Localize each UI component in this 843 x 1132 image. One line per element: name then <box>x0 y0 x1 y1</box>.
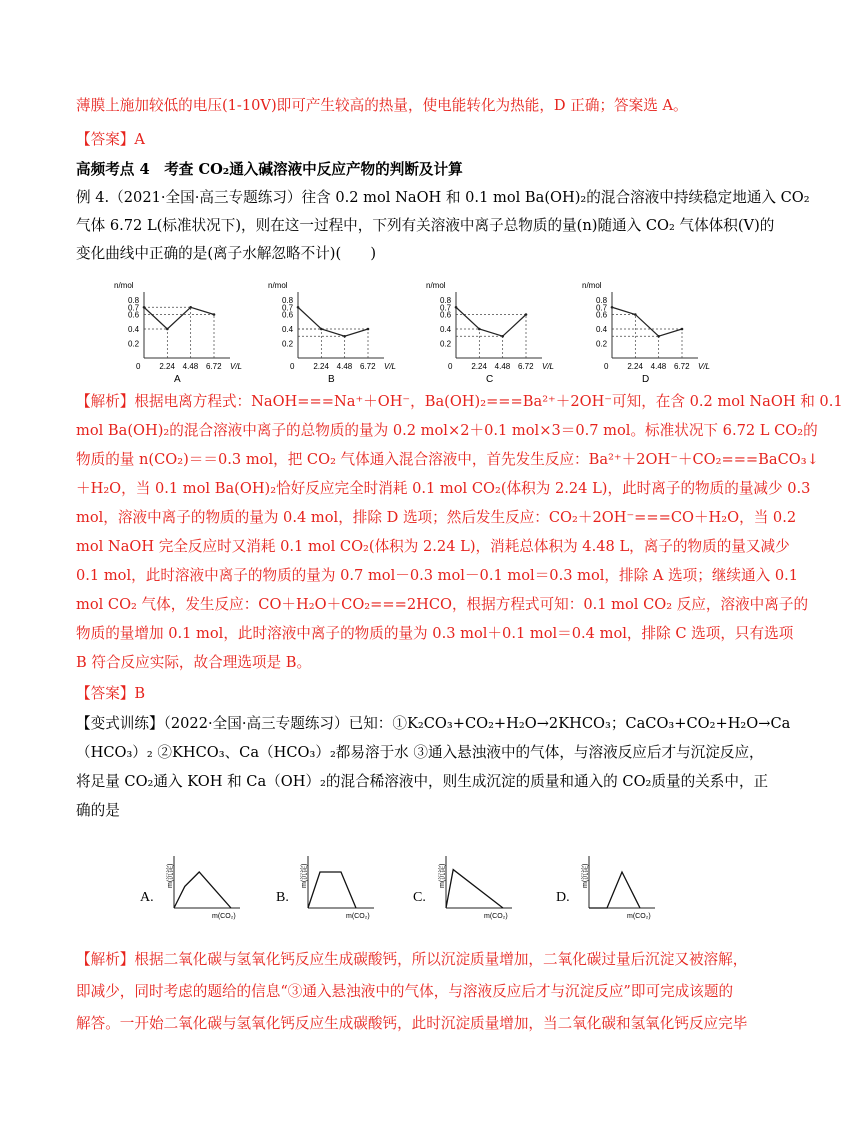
analysis-line-8: mol CO₂ 气体，发生反应：CO＋H₂O＋CO₂===2HCO，根据方程式可知：0.1 mol CO₂ 反应，溶液中离子的 <box>76 596 809 613</box>
x-tick-label: 4.48 <box>336 362 353 371</box>
y-tick-label: 0.4 <box>440 325 452 334</box>
mini-chart-d <box>575 850 665 922</box>
analysis-line-1: 【解析】根据电离方程式：NaOH===Na⁺＋OH⁻，Ba(OH)₂===Ba²⁺＋2OH⁻可知，在含 0.2 mol NaOH 和 0.1 <box>76 393 843 410</box>
y-tick-label: 0.8 <box>128 296 140 305</box>
analysis-line-10: B 符合反应实际，故合理选项是 B。 <box>76 654 312 671</box>
chart-b <box>262 280 397 385</box>
y-tick-label: 0.6 <box>128 310 140 320</box>
x-tick-label: 6.72 <box>518 362 534 371</box>
x-tick-label: 4.48 <box>650 362 667 371</box>
variant-analysis-line-1: 【解析】根据二氧化碳与氢氧化钙反应生成碳酸钙，所以沉淀质量增加，二氧化碳过量后沉淀又被溶解， <box>76 951 748 968</box>
x-tick-label: 2.24 <box>159 362 175 371</box>
chart-c <box>420 280 555 385</box>
y-axis-label: m(沉淀) <box>301 863 308 888</box>
series-line <box>298 307 368 336</box>
y-axis-label: m(沉淀) <box>439 863 446 888</box>
explanation-end-line: 薄膜上施加较低的电压(1-10V)即可产生较高的热量，使电能转化为热能，D 正确；答案选 A。 <box>76 97 688 114</box>
chart-option-label: B <box>328 374 335 385</box>
variant-analysis-line-3: 解答。一开始二氧化碳与氢氧化钙反应生成碳酸钙，此时沉淀质量增加，当二氧化碳和氢氧化钙反应完毕 <box>76 1015 748 1032</box>
y-axis-label: m(沉淀) <box>167 863 174 888</box>
x-axis-label: V/L <box>384 362 397 371</box>
mini-chart-a <box>160 850 250 922</box>
section-heading <box>76 160 463 180</box>
analysis-line-3: 物质的量 n(CO₂)＝＝0.3 mol，把 CO₂ 气体通入混合溶液中，首先发生反应：Ba²⁺＋2OH⁻＋CO₂===BaCO₃↓ <box>76 451 819 468</box>
x-tick-label: 6.72 <box>360 362 376 371</box>
data-point <box>343 335 346 338</box>
analysis-line-6: mol NaOH 完全反应时又消耗 0.1 mol CO₂(体积为 2.24 L)，消耗总体积为 4.48 L，离子的物质的量又减少 <box>76 538 790 555</box>
data-point <box>213 313 216 316</box>
chart-option-label: D <box>642 374 650 385</box>
data-point <box>455 306 458 309</box>
x-tick-label: 0 <box>290 362 295 371</box>
option-c-label: C. <box>413 890 426 905</box>
x-tick-label: 0 <box>604 362 609 371</box>
y-axis-label: n/mol <box>268 281 288 290</box>
chart-d <box>576 280 711 385</box>
data-point <box>501 335 504 338</box>
x-tick-label: 2.24 <box>471 362 487 371</box>
y-tick-label: 0.8 <box>440 296 452 305</box>
precipitate-curve <box>308 872 356 908</box>
question-line-3: 变化曲线中正确的是(离子水解忽略不计)( ) <box>76 245 377 262</box>
variant-line-3: 将足量 CO₂通入 KOH 和 Ca（OH）₂的混合稀溶液中，则生成沉淀的质量和通入的 CO₂质量的关系中，正 <box>76 773 769 790</box>
y-tick-label: 0.6 <box>282 310 294 320</box>
y-axis-label: n/mol <box>114 281 134 290</box>
data-point <box>611 306 614 309</box>
data-point <box>166 328 169 331</box>
y-tick-label: 0.7 <box>440 303 452 313</box>
x-axis-label: m(CO₂) <box>346 913 370 920</box>
mini-chart-b <box>294 850 384 922</box>
data-point <box>657 335 660 338</box>
x-tick-label: 4.48 <box>494 362 511 371</box>
option-a-label: A. <box>140 890 154 905</box>
precipitate-curve <box>174 872 231 908</box>
variant-line-1: 【变式训练】（2022·全国·高三专题练习）已知：①K₂CO₃+CO₂+H₂O→2KHCO₃；CaCO₃+CO₂+H₂O→Ca <box>76 715 791 732</box>
data-point <box>478 328 481 331</box>
y-tick-label: 0.4 <box>128 325 140 334</box>
data-point <box>681 328 684 331</box>
option-d-label: D. <box>556 890 570 905</box>
precipitate-curve <box>446 870 503 908</box>
heading-label: 高频考点 4 考查 <box>76 161 199 178</box>
y-tick-label: 0.4 <box>282 325 294 334</box>
y-tick-label: 0.2 <box>596 339 608 349</box>
y-tick-label: 0.7 <box>596 303 608 313</box>
mini-chart-c <box>432 850 522 922</box>
x-axis-label: m(CO₂) <box>212 913 236 920</box>
chart-a <box>108 280 243 385</box>
x-tick-label: 0 <box>448 362 453 371</box>
question-line-1: 例 4.（2021·全国·高三专题练习）往含 0.2 mol NaOH 和 0.1 mol Ba(OH)₂的混合溶液中持续稳定地通入 CO₂ <box>76 189 810 206</box>
data-point <box>189 306 192 309</box>
y-tick-label: 0.2 <box>440 339 452 349</box>
y-tick-label: 0.2 <box>282 339 294 349</box>
answer-a: 【答案】A <box>76 131 145 148</box>
series-line <box>456 307 526 336</box>
x-tick-label: 6.72 <box>206 362 222 371</box>
heading-topic: CO₂通入碱溶液中反应产物的判断及计算 <box>198 161 463 178</box>
answer-b: 【答案】B <box>76 685 146 702</box>
x-tick-label: 6.72 <box>674 362 690 371</box>
analysis-line-9: 物质的量增加 0.1 mol，此时溶液中离子的物质的量为 0.3 mol＋0.1 mol＝0.4 mol，排除 C 选项，只有选项 <box>76 625 794 642</box>
x-tick-label: 2.24 <box>627 362 643 371</box>
variant-analysis-line-2: 即减少，同时考虑的题给的信息“③通入悬浊液中的气体，与溶液反应后才与沉淀反应”即可完成该题的 <box>76 983 734 1000</box>
analysis-line-2: mol Ba(OH)₂的混合溶液中离子的总物质的量为 0.2 mol×2＋0.1 mol×3＝0.7 mol。标准状况下 6.72 L CO₂的 <box>76 422 818 439</box>
x-axis-label: V/L <box>542 362 555 371</box>
y-tick-label: 0.6 <box>596 310 608 320</box>
analysis-line-5: mol，溶液中离子的物质的量为 0.4 mol，排除 D 选项；然后发生反应：CO₂＋2OH⁻===CO＋H₂O，当 0.2 <box>76 509 797 526</box>
y-axis-label: m(沉淀) <box>582 863 589 888</box>
series-line <box>144 307 214 329</box>
analysis-line-7: 0.1 mol，此时溶液中离子的物质的量为 0.7 mol－0.3 mol－0.1 mol＝0.3 mol，排除 A 选项；继续通入 0.1 <box>76 567 799 584</box>
data-point <box>634 313 637 316</box>
y-tick-label: 0.7 <box>282 303 294 313</box>
chart-option-label: A <box>174 374 181 385</box>
x-axis-label: V/L <box>230 362 243 371</box>
data-point <box>525 313 528 316</box>
series-line <box>612 307 682 336</box>
y-axis-label: n/mol <box>582 281 602 290</box>
x-tick-label: 2.24 <box>313 362 329 371</box>
x-axis-label: m(CO₂) <box>627 913 651 920</box>
data-point <box>297 306 300 309</box>
y-tick-label: 0.8 <box>282 296 294 305</box>
y-tick-label: 0.7 <box>128 303 140 313</box>
x-tick-label: 4.48 <box>182 362 199 371</box>
chart-option-label: C <box>486 374 494 385</box>
y-tick-label: 0.6 <box>440 310 452 320</box>
y-tick-label: 0.8 <box>596 296 608 305</box>
variant-line-4: 确的是 <box>76 802 120 819</box>
y-axis-label: n/mol <box>426 281 446 290</box>
analysis-line-4: ＋H₂O，当 0.1 mol Ba(OH)₂恰好反应完全时消耗 0.1 mol CO₂(体积为 2.24 L)，此时离子的物质的量减少 0.3 <box>76 480 811 497</box>
x-axis-label: m(CO₂) <box>484 913 508 920</box>
data-point <box>367 328 370 331</box>
y-tick-label: 0.2 <box>128 339 140 349</box>
x-tick-label: 0 <box>136 362 141 371</box>
option-b-label: B. <box>276 890 289 905</box>
data-point <box>143 306 146 309</box>
variant-line-2: （HCO₃）₂ ②KHCO₃、Ca（HCO₃）₂都易溶于水 ③通入悬浊液中的气体，与溶液反应后才与沉淀反应， <box>76 744 764 761</box>
precipitate-curve <box>589 872 640 908</box>
data-point <box>320 328 323 331</box>
question-line-2: 气体 6.72 L(标准状况下)，则在这一过程中，下列有关溶液中离子总物质的量(n)随通入 CO₂ 气体体积(V)的 <box>76 217 775 234</box>
x-axis-label: V/L <box>698 362 711 371</box>
y-tick-label: 0.4 <box>596 325 608 334</box>
